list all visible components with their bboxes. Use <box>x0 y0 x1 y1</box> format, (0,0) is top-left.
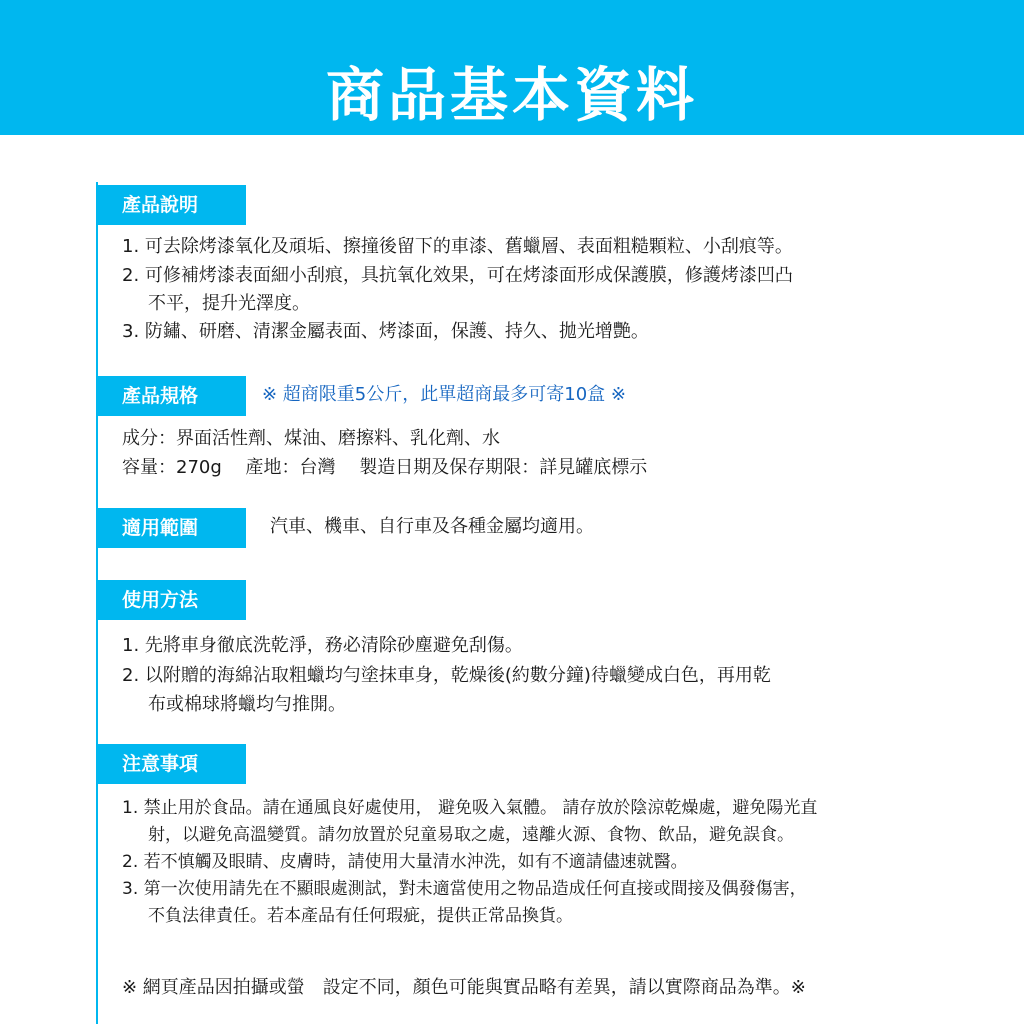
section-label-specs: 產品規格 <box>96 376 246 416</box>
section-label-description: 產品說明 <box>96 185 246 225</box>
cautions-line-5: 不負法律責任。若本產品有任何瑕疵，提供正常品換貨。 <box>148 906 573 926</box>
scope-text: 汽車、機車、自行車及各種金屬均適用。 <box>270 516 594 537</box>
cautions-line-1: 1. 禁止用於食品。請在通風良好處使用， 避免吸入氣體。 請存放於陰涼乾燥處，避免陽光直 <box>122 798 818 818</box>
usage-line-2: 2. 以附贈的海綿沾取粗蠟均勻塗抹車身，乾燥後(約數分鐘)待蠟變成白色，再用乾 <box>122 665 771 686</box>
specs-ingredients: 成分：界面活性劑、煤油、磨擦料、乳化劑、水 <box>122 428 500 449</box>
shipping-note: ※ 超商限重5公斤，此單超商最多可寄10盒 ※ <box>262 384 626 405</box>
header-banner <box>0 0 1024 135</box>
cautions-line-3: 2. 若不慎觸及眼睛、皮膚時，請使用大量清水沖洗，如有不適請儘速就醫。 <box>122 852 688 872</box>
section-label-cautions: 注意事項 <box>96 744 246 784</box>
cautions-line-2: 射，以避免高溫變質。請勿放置於兒童易取之處，遠離火源、食物、飲品，避免誤食。 <box>148 825 794 845</box>
description-line-3: 不平，提升光澤度。 <box>148 293 310 314</box>
description-line-2: 2. 可修補烤漆表面細小刮痕，具抗氧化效果，可在烤漆面形成保護膜，修護烤漆凹凸 <box>122 265 793 286</box>
disclaimer-footer: ※ 網頁產品因拍攝或螢 設定不同，顏色可能與實品略有差異，請以實際商品為準。※ <box>122 977 806 998</box>
page-title: 商品基本資料 <box>325 61 698 129</box>
description-line-1: 1. 可去除烤漆氧化及頑垢、擦撞後留下的車漆、舊蠟層、表面粗糙顆粒、小刮痕等。 <box>122 236 793 257</box>
section-label-usage: 使用方法 <box>96 580 246 620</box>
specs-capacity-origin: 容量：270g 產地：台灣 製造日期及保存期限：詳見罐底標示 <box>122 457 648 478</box>
description-line-4: 3. 防鏽、研磨、清潔金屬表面、烤漆面，保護、持久、拋光增艷。 <box>122 321 649 342</box>
section-label-scope: 適用範圍 <box>96 508 246 548</box>
cautions-line-4: 3. 第一次使用請先在不顯眼處測試，對未適當使用之物品造成任何直接或間接及偶發傷害， <box>122 879 807 899</box>
usage-line-3: 布或棉球將蠟均勻推開。 <box>148 694 346 715</box>
usage-line-1: 1. 先將車身徹底洗乾淨，務必清除砂塵避免刮傷。 <box>122 635 523 656</box>
